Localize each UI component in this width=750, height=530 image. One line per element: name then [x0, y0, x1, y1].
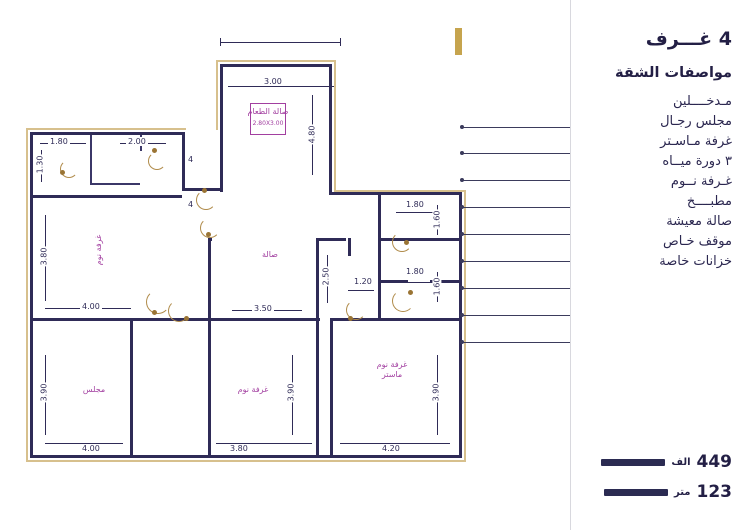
leader-line	[462, 288, 570, 289]
dim-1-30: 1.30	[35, 155, 45, 174]
dim-line	[228, 86, 336, 87]
price-block	[601, 442, 732, 502]
area-value: 123	[696, 482, 732, 502]
door-arc	[148, 152, 166, 170]
room-label-dining: صالة الطعام	[247, 107, 289, 116]
list-item: مجلس رجـال	[660, 114, 732, 130]
dim-line	[396, 282, 436, 283]
room-label-bedroom-mid: غرفة نوم	[237, 385, 269, 394]
leader-line	[462, 180, 570, 181]
leader-dot	[460, 286, 464, 290]
room-label-majlis: مجلس	[82, 385, 106, 394]
list-item: مـدخــــلين	[673, 94, 732, 110]
dim-1-60-a: 1.60	[432, 210, 442, 229]
gold-outline	[334, 60, 336, 190]
area-bar	[604, 489, 668, 496]
door-arc	[146, 290, 170, 314]
dim-3-80: 3.80	[230, 444, 248, 453]
gold-outline	[216, 60, 218, 130]
dim-3-90-a: 3.90	[39, 383, 49, 402]
dim-3-90-c: 3.90	[431, 383, 441, 402]
dim-1-80-b: 1.80	[406, 200, 424, 209]
leader-dot	[460, 259, 464, 263]
room-label-hall: صالة	[262, 250, 278, 259]
dim-4-00-b: 4.00	[82, 444, 100, 453]
wall	[30, 195, 182, 198]
dim-line	[340, 443, 450, 444]
wall	[90, 135, 92, 185]
wall	[378, 195, 381, 321]
door-pivot	[404, 240, 409, 245]
gold-outline	[26, 128, 186, 130]
leader-dot	[460, 340, 464, 344]
wall	[330, 318, 333, 458]
dim-3-50: 3.50	[254, 304, 272, 313]
door-arc	[60, 160, 78, 178]
leader-line	[462, 153, 570, 154]
list-item: موقف خـاص	[662, 234, 732, 250]
list-item: غرفة مـاسـتر	[660, 134, 732, 150]
dim-4-00-a: 4.00	[82, 302, 100, 311]
leader-line	[462, 342, 570, 343]
dim-1-20: 1.20	[354, 277, 372, 286]
door-pivot	[408, 290, 413, 295]
wall	[208, 238, 211, 320]
leader-line	[462, 315, 570, 316]
panel-subtitle: مواصفات الشقة	[615, 64, 732, 81]
wall	[220, 64, 223, 192]
feature-list	[581, 92, 732, 272]
door-arc	[392, 232, 412, 252]
leader-line	[462, 127, 570, 128]
price-bar	[601, 459, 665, 466]
dim-tick	[340, 38, 341, 46]
gold-outline	[464, 190, 466, 462]
list-item: غـرفة نــوم	[670, 174, 732, 190]
dim-line	[348, 290, 374, 291]
dim-3-90-b: 3.90	[286, 383, 296, 402]
door-pivot	[206, 232, 211, 237]
dim-line	[216, 443, 312, 444]
price-value: 449	[696, 452, 732, 472]
list-item: خزانات خاصة	[659, 254, 732, 270]
dim-1-60-b: 1.60	[432, 277, 442, 296]
leader-line	[462, 261, 570, 262]
leader-line	[462, 207, 570, 208]
wall	[329, 64, 332, 195]
room-label-master: غرفة نوم ماستر	[376, 360, 408, 379]
list-item: صالة معيشة	[666, 214, 732, 230]
apartment-info-panel	[570, 0, 750, 530]
dim-4-80: 4.80	[307, 125, 317, 144]
room-label-bedroom-left: غرفة نوم	[94, 234, 103, 266]
wall	[30, 132, 182, 135]
marker-4-bottom: 4	[188, 200, 194, 209]
wall	[329, 192, 462, 195]
area-unit: متر	[674, 486, 691, 498]
door-pivot	[152, 148, 157, 153]
list-item: ٣ دورة ميــاه	[662, 154, 732, 170]
dim-line	[220, 42, 340, 43]
wall	[316, 238, 319, 320]
dim-4-20: 4.20	[382, 444, 400, 453]
wall	[130, 318, 133, 458]
door-pivot	[184, 316, 189, 321]
wall	[316, 238, 346, 241]
leader-dot	[460, 125, 464, 129]
door-pivot	[60, 170, 65, 175]
dim-line	[396, 212, 436, 213]
leader-line	[462, 234, 570, 235]
room-dim-dining: 2.80X3.00	[252, 120, 284, 127]
wall	[208, 318, 211, 458]
page-title: 4 غـــرف	[645, 28, 732, 50]
dim-3-00-top: 3.00	[264, 77, 282, 86]
wall	[316, 318, 319, 458]
leader-dot	[460, 205, 464, 209]
wall	[30, 132, 33, 458]
leader-dot	[460, 232, 464, 236]
leader-dot	[460, 178, 464, 182]
list-item: مطبــــخ	[686, 194, 732, 210]
dim-2-50: 2.50	[321, 267, 331, 286]
leader-dot	[460, 151, 464, 155]
wall	[30, 455, 462, 458]
price-row-amount	[601, 452, 732, 472]
dim-tick	[220, 38, 221, 46]
wall	[182, 132, 185, 190]
gold-outline	[26, 460, 466, 462]
wall	[90, 183, 140, 185]
door-pivot	[152, 310, 157, 315]
wall	[208, 238, 212, 241]
dim-1-80-c: 1.80	[406, 267, 424, 276]
gold-outline	[26, 128, 28, 462]
gold-outline	[216, 60, 336, 62]
wall	[220, 64, 332, 67]
gold-accent-bar	[455, 28, 462, 55]
price-row-area	[601, 482, 732, 502]
marker-4-top: 4	[188, 155, 194, 164]
price-unit: الف	[671, 456, 691, 468]
door-pivot	[202, 188, 207, 193]
door-arc	[196, 190, 216, 210]
door-pivot	[348, 316, 353, 321]
leader-dot	[460, 313, 464, 317]
wall	[348, 238, 351, 256]
dim-1-80-a: 1.80	[50, 137, 68, 146]
wall	[208, 318, 320, 321]
wall	[378, 238, 462, 241]
dim-2-00: 2.00	[128, 137, 146, 146]
dim-3-80: 3.80	[39, 247, 49, 266]
